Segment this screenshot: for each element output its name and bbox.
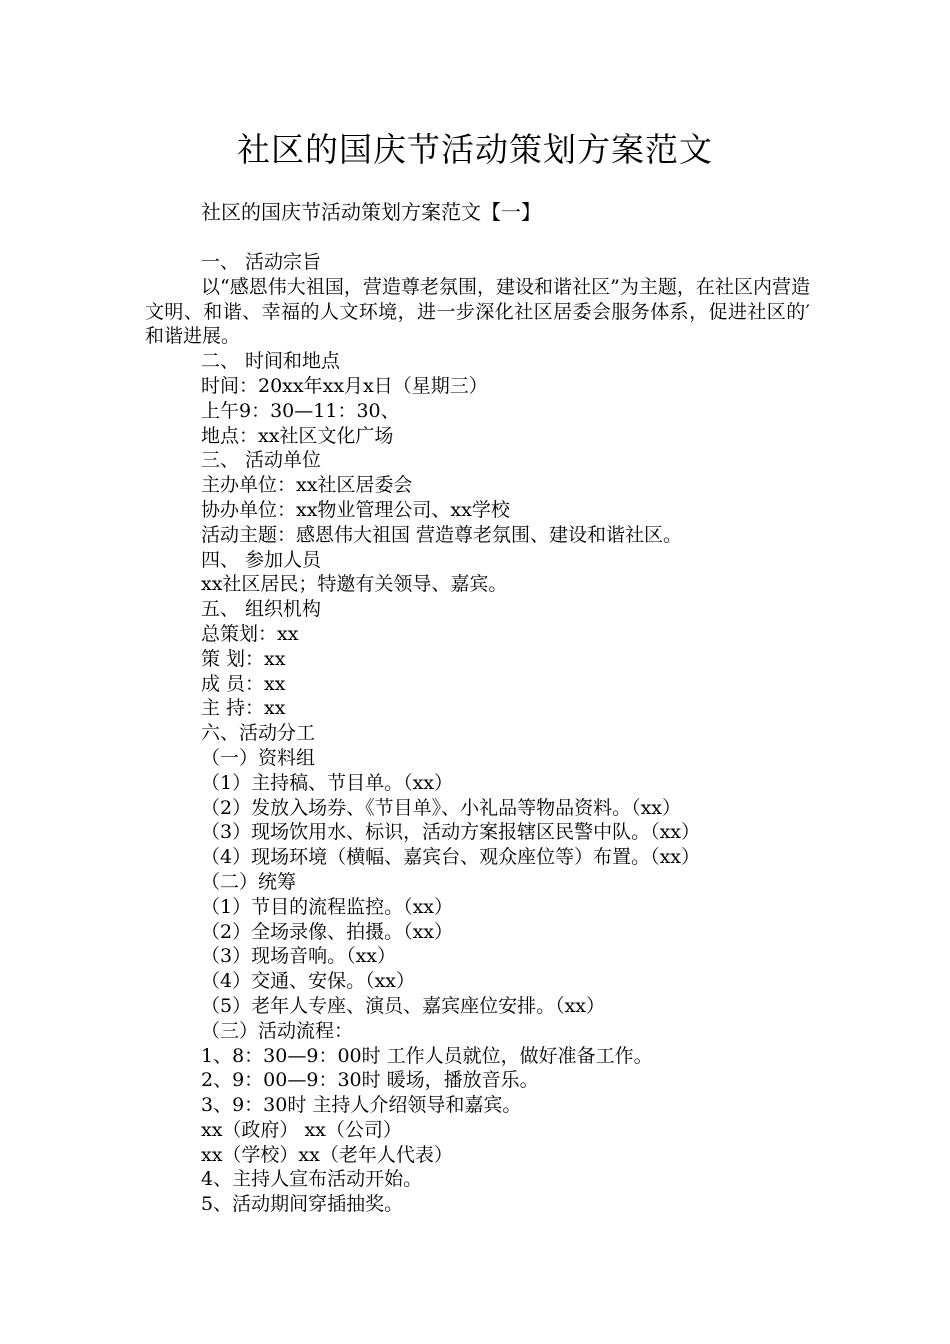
section-heading-time-place: 二、 时间和地点 [201, 350, 341, 373]
process-step: 1、8：30—9：00时 工作人员就位，做好准备工作。 [201, 1044, 653, 1067]
list-item: （2）全场录像、拍摄。（xx） [201, 920, 454, 943]
list-item: （3）现场音响。（xx） [201, 945, 397, 968]
subheading-coordination: （二）统筹 [201, 870, 297, 893]
list-item: （3）现场饮用水、标识，活动方案报辖区民警中队。（xx） [201, 821, 701, 844]
text-line-planner: 策 划：xx [201, 647, 286, 670]
section-heading-purpose: 一、 活动宗旨 [201, 251, 322, 273]
process-step: 3、9：30时 主持人介绍领导和嘉宾。 [201, 1094, 522, 1117]
text-line-co-host: 协办单位：xx物业管理公司、xx学校 [201, 498, 510, 521]
paragraph-purpose: 以“感恩伟大祖国，营造尊老氛围，建设和谐社区”为主题，在社区内营造文明、和谐、幸福的人文环境，进一步深化社区居委会服务体系，促进社区的′ 和谐进展。 [145, 275, 810, 348]
text-line-members: 成 员：xx [201, 672, 286, 695]
list-item: （1）节目的流程监控。（xx） [201, 895, 454, 918]
section-heading-participants: 四、 参加人员 [201, 548, 322, 571]
text-line-guests: xx（政府） xx（公司） [201, 1118, 402, 1141]
text-line-guests: xx（学校）xx（老年人代表） [201, 1143, 453, 1166]
text-line-date: 时间：20xx年xx月x日（星期三） [201, 374, 488, 397]
document-body [145, 250, 810, 1217]
text-line-location: 地点：xx社区文化广场 [201, 424, 394, 447]
process-step: 2、9：00—9：30时 暖场，播放音乐。 [201, 1069, 539, 1092]
text-line-time: 上午9：30—11：30、 [201, 399, 400, 422]
process-step: 5、活动期间穿插抽奖。 [201, 1193, 404, 1216]
subheading-materials: （一）资料组 [201, 746, 316, 769]
list-item: （4）交通、安保。（xx） [201, 970, 416, 993]
text-line-participants: xx社区居民；特邀有关领导、嘉宾。 [201, 573, 508, 596]
text-line-emcee: 主 持：xx [201, 697, 286, 720]
text-line-host: 主办单位：xx社区居委会 [201, 474, 413, 497]
list-item: （5）老年人专座、演员、嘉宾座位安排。（xx） [201, 994, 606, 1017]
text-line-theme: 活动主题：感恩伟大祖国 营造尊老氛围、建设和谐社区。 [201, 523, 683, 546]
list-item: （4）现场环境（横幅、嘉宾台、观众座位等）布置。（xx） [201, 846, 701, 869]
subheading-process: （三）活动流程： [201, 1019, 354, 1042]
list-item: （1）主持稿、节目单。（xx） [201, 771, 454, 794]
section-heading-units: 三、 活动单位 [201, 449, 322, 472]
section-heading-division: 六、活动分工 [201, 722, 316, 745]
list-item: （2）发放入场券、《节目单》、小礼品等物品资料。（xx） [201, 796, 682, 819]
text-line-chief-planner: 总策划：xx [201, 622, 299, 645]
process-step: 4、主持人宣布活动开始。 [201, 1168, 423, 1191]
section-heading-organization: 五、 组织机构 [201, 598, 322, 621]
document-title: 社区的国庆节活动策划方案范文 [237, 130, 713, 169]
document-subtitle: 社区的国庆节活动策划方案范文【一】 [201, 200, 541, 224]
